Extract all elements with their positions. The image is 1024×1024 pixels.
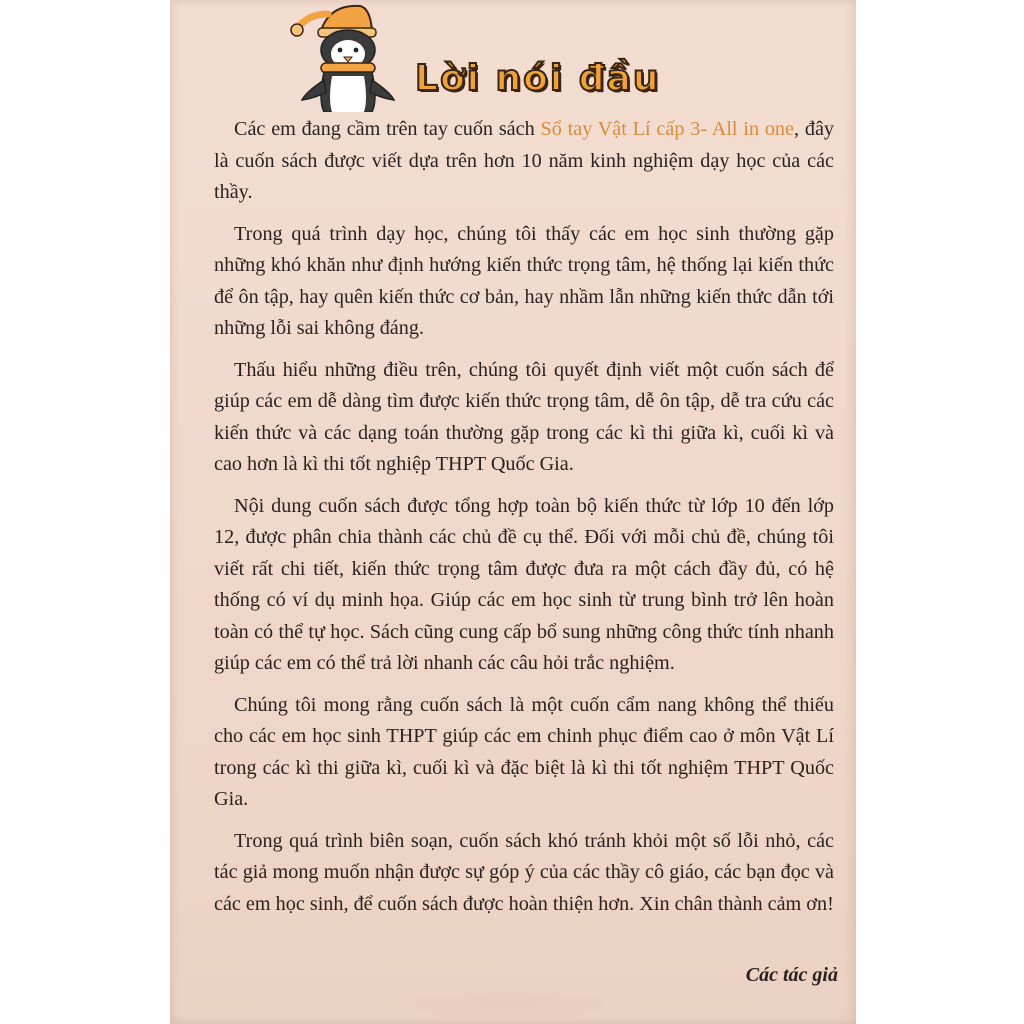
signature: Các tác giả: [745, 964, 838, 986]
penguin-with-hat-icon: [288, 0, 408, 112]
preface-body: [214, 114, 834, 930]
paragraph: [214, 114, 834, 209]
page-title: Lời nói đầu: [415, 58, 661, 99]
paragraph: Chúng tôi mong rằng cuốn sách là một cuốn cẩm nang không thể thiếu cho các em học sinh THPT giúp các em chinh phục điểm cao ở môn Vật Lí trong các kì thi giữa kì, cuối kì và đặc biệt là kì thi tốt nghiệm THPT Quốc Gia.: [214, 693, 834, 810]
paragraph: Trong quá trình biên soạn, cuốn sách khó tránh khỏi một số lỗi nhỏ, các tác giả mong muốn nhận được sự góp ý của các thầy cô giáo, các bạn đọc và các em học sinh, để cuốn sách được hoàn thiện hơn. Xin chân thành cảm ơn!: [214, 829, 834, 915]
show-through-shadow: [380, 990, 640, 1020]
paragraph: Nội dung cuốn sách được tổng hợp toàn bộ kiến thức từ lớp 10 đến lớp 12, được phân chia thành các chủ đề cụ thể. Đối với mỗi chủ đề, chúng tôi viết rất chi tiết, kiến thức trọng tâm được đưa ra một cách đầy đủ, có hệ thống có ví dụ minh họa. Giúp các em học sinh từ trung bình trở lên hoàn toàn có thể tự học. Sách cũng cung cấp bổ sung những công thức tính nhanh giúp các em có thể trả lời nhanh các câu hỏi trắc nghiệm.: [214, 494, 834, 674]
paragraph: Thấu hiểu những điều trên, chúng tôi quyết định viết một cuốn sách để giúp các em dễ dàng tìm được kiến thức trọng tâm, dễ ôn tập, dễ tra cứu các kiến thức và các dạng toán thường gặp trong các kì thi giữa kì, cuối kì và cao hơn là kì thi tốt nghiệp THPT Quốc Gia.: [214, 358, 834, 475]
paragraph-text: , đây là cuốn sách được viết dựa trên hơn 10 năm kinh nghiệm dạy học của các thầy.: [214, 118, 834, 203]
book-title-highlight: Sổ tay Vật Lí cấp 3- All in one: [540, 118, 794, 140]
paragraph-text: Các em đang cầm trên tay cuốn sách: [234, 118, 541, 140]
paragraph: Trong quá trình dạy học, chúng tôi thấy các em học sinh thường gặp những khó khăn như định hướng kiến thức trọng tâm, hệ thống lại kiến thức để ôn tập, hay quên kiến thức cơ bản, hay nhầm lẫn những kiến thức dẫn tới những lỗi sai không đáng.: [214, 222, 834, 339]
book-page: [170, 0, 856, 1024]
